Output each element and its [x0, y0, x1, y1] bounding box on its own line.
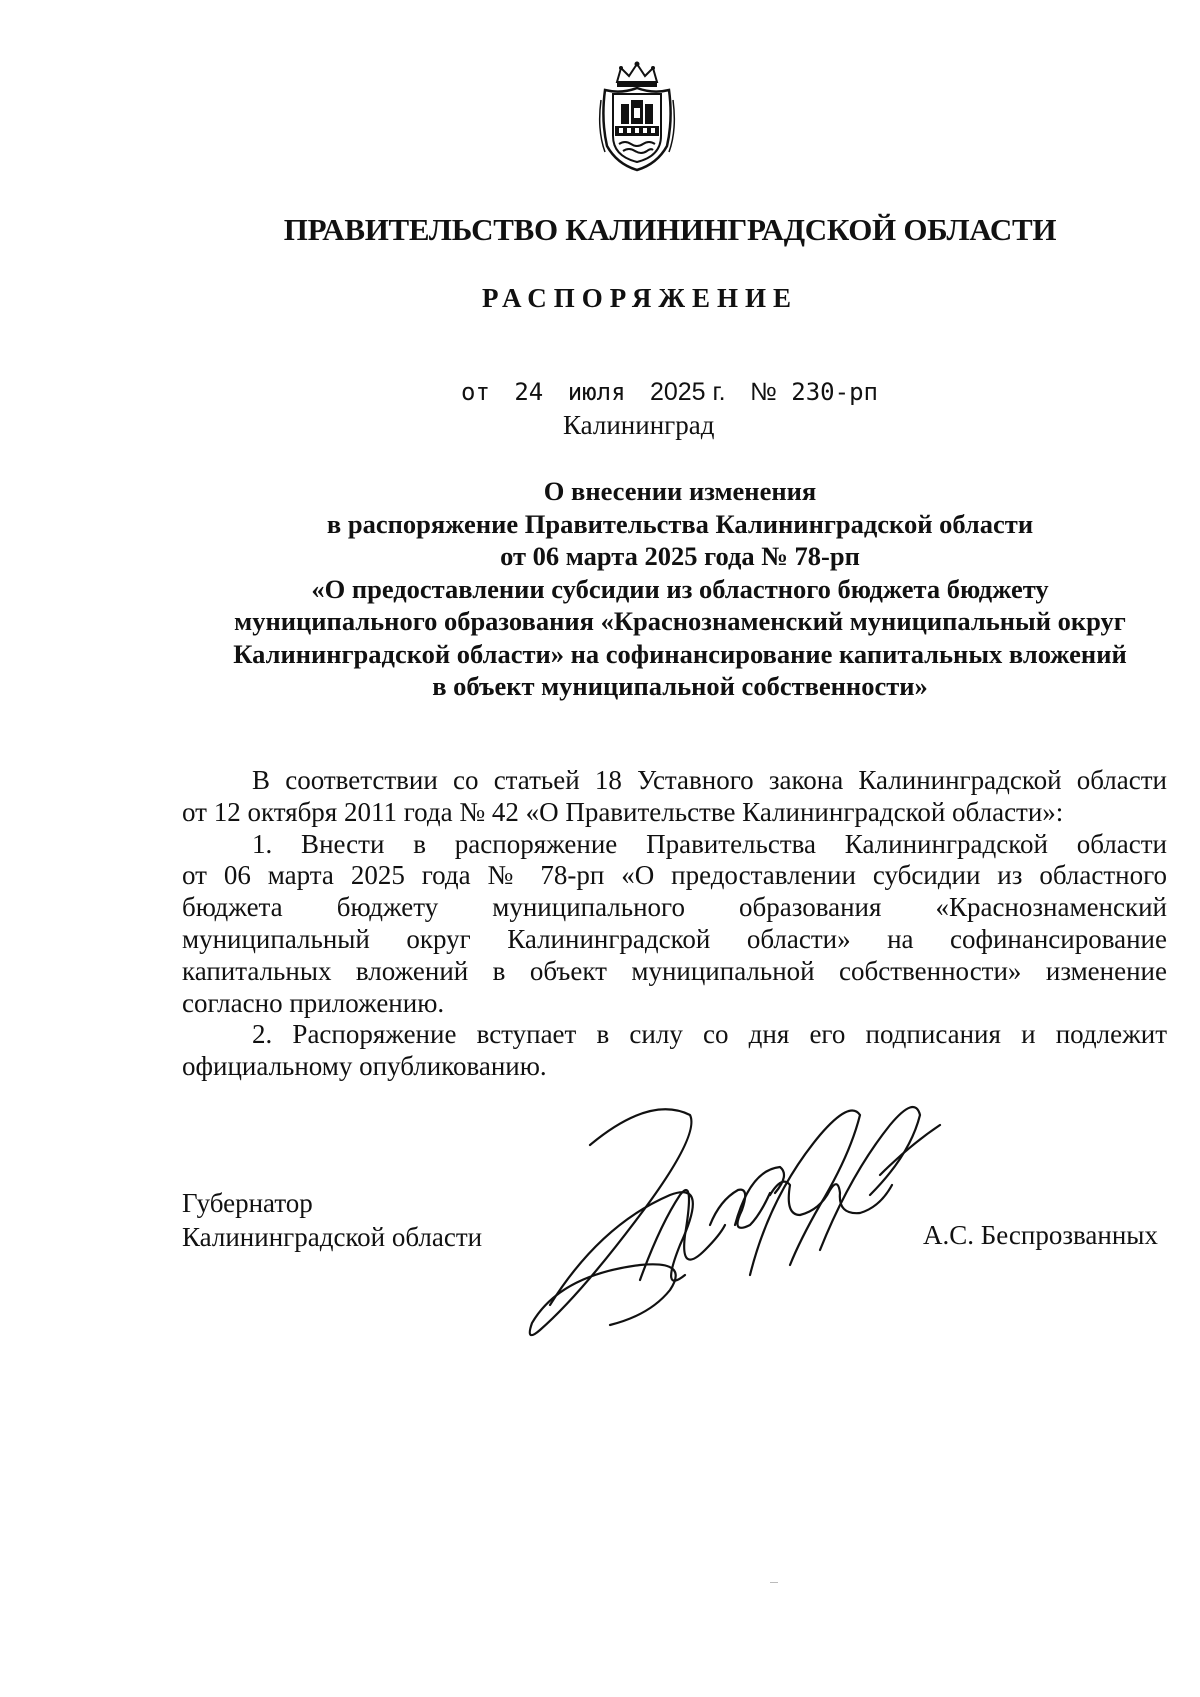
body-line: В соответствии со статьей 18 Уставного закона Калининградской области [252, 765, 1167, 795]
date-month: июля [567, 378, 626, 406]
body-line: капитальных вложений в объект муниципальной собственности» изменение [182, 955, 1167, 986]
subject-line: в объект муниципальной собственности» [432, 671, 928, 701]
subject-line: от 06 марта 2025 года № 78-рп [500, 541, 860, 571]
subject-line: в распоряжение Правительства Калининградской области [326, 508, 1034, 539]
body-line: официальному опубликованию. [182, 1051, 547, 1082]
document-body [182, 765, 1167, 1083]
handwritten-signature-icon [520, 1075, 960, 1355]
signer-position-line: Калининградской области [182, 1222, 483, 1252]
body-line: 2. Распоряжение вступает в силу со дня его подписания и подлежит [252, 1019, 1167, 1050]
subject-line: Калининградской области» на софинансирование капитальных вложений [233, 638, 1127, 669]
body-line: муниципальный округ Калининградской области» на софинансирование [182, 923, 1167, 954]
subject-line: «О предоставлении субсидии из областного бюджета бюджету [311, 573, 1049, 604]
body-line: бюджета бюджету муниципального образования «Краснознаменский [182, 892, 1167, 923]
body-line: от 06 марта 2025 года № 78-рп «О предоставлении субсидии из областного [182, 860, 1167, 891]
signer-position-line: Губернатор [182, 1188, 313, 1218]
coat-of-arms-icon [597, 60, 677, 172]
body-line: 1. Внести в распоряжение Правительства Калининградской области [252, 828, 1167, 859]
signer-name: А.С. Беспрозванных [923, 1220, 1158, 1250]
document-number: 230-рп [791, 378, 878, 406]
date-prefix: от [461, 378, 490, 406]
subject-line: О внесении изменения [543, 476, 817, 506]
page-mark [770, 1582, 778, 1583]
date-year: 2025 г. [649, 378, 726, 406]
city: Калининград [563, 410, 715, 440]
subject-line: муниципального образования «Краснознаменский муниципальный округ [234, 606, 1126, 636]
date-day: 24 [514, 378, 544, 406]
body-line: от 12 октября 2011 года № 42 «О Правительстве Калининградской области»: [182, 796, 1064, 827]
signer-position [182, 1186, 482, 1254]
body-line: согласно приложению. [182, 987, 445, 1018]
registration-line [461, 378, 878, 407]
number-sign: № [750, 378, 777, 406]
document-type-heading: РАСПОРЯЖЕНИЕ [482, 283, 799, 313]
document-subject [190, 475, 1170, 703]
government-title: ПРАВИТЕЛЬСТВО КАЛИНИНГРАДСКОЙ ОБЛАСТИ [283, 212, 1057, 247]
